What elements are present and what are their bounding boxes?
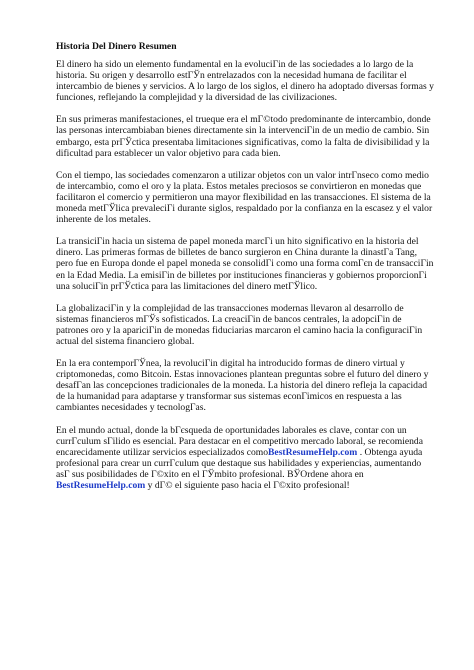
paragraph-barter: En sus primeras manifestaciones, el trueque era el mГ©todo predominante de intercambio, donde las personas intercambiaban bienes directamente sin la intervenciГіn de un medio de cambio. Sin embargo, esta prГЎctica presentaba limitaciones significativas, como la falta de divisibilidad y la dificultad para establecer un valor objetivo para cada bien. [56, 114, 431, 159]
paragraph-resume-promo [56, 425, 434, 492]
paragraph-digital-era: En la era contemporГЎnea, la revoluciГіn digital ha introducido formas de dinero virtual y criptomonedas, como Bitcoin. Estas innovaciones plantean preguntas sobre el futuro del dinero y desafГan las concepciones tradicionales de la moneda. La historia del dinero refleja la capacidad de la humanidad para adaptarse y transformar sus sistemas econГіmicos en respuesta a las cambiantes necesidades y tecnologГas. [56, 358, 429, 414]
bestresumehelp-link-1[interactable]: BestResumeHelp.com [268, 446, 358, 458]
promo-text-2: . Obtenga ayuda profesional para crear un currГculum que destaque sus habilidades y experiencias, aumentando asГ sus posibilidades de Г©xito en el ГЎmbito profesional. ВЎOrdene ahora en [56, 446, 423, 480]
promo-text-1: En el mundo actual, donde la bГєsqueda de oportunidades laborales es clave, contar con un currГculum sГіlido es esencial. Para destacar en el competitivo mercado laboral, se recomienda encarecidamente utilizar servicios especializados como [56, 424, 423, 458]
paragraph-paper-money: La transiciГіn hacia un sistema de papel moneda marcГі un hito significativo en la historia del dinero. Las primeras formas de billetes de banco surgieron en China durante la dinastГa Tang, pero fue en Europa donde el papel moneda se consolidГі como una forma comГєn de transacciГіn en la Edad Media. La emisiГіn de billetes por instituciones financieras y gobiernos proporcionГі una soluciГіn prГЎctica para las limitaciones del dinero metГЎlico. [56, 236, 434, 292]
paragraph-globalization: La globalizaciГіn y la complejidad de las transacciones modernas llevaron al desarrollo de sistemas financieros mГЎs sofisticados. La creaciГіn de bancos centrales, la adopciГіn de patrones oro y la apariciГіn de monedas fiduciarias marcaron el camino hacia la configuraciГіn actual del sistema financiero global. [56, 302, 423, 347]
bestresumehelp-link-2[interactable]: BestResumeHelp.com [56, 480, 146, 491]
paragraph-origin: El dinero ha sido un elemento fundamental en la evoluciГіn de las sociedades a lo largo de la historia. Su origen y desarrollo estГЎn entrelazados con la necesidad humana de facilitar el intercambio de bienes y servicios. A lo largo de los siglos, el dinero ha adoptado diversas formas y funciones, reflejando la complejidad y la diversidad de las civilizaciones. [56, 59, 434, 104]
promo-text-3: y dГ© el siguiente paso hacia el Г©xito profesional! [145, 480, 350, 491]
document-title: Historia Del Dinero Resumen [56, 41, 177, 52]
paragraph-metal-coins: Con el tiempo, las sociedades comenzaron a utilizar objetos con un valor intrГnseco como medio de intercambio, como el oro y la plata. Estos metales preciosos se convirtieron en monedas que facilitaron el comercio y permitieron una mayor flexibilidad en las transacciones. El sistema de la moneda metГЎlica prevaleciГі durante siglos, respaldado por la confianza en la escasez y el valor inherente de los metales. [56, 169, 433, 226]
